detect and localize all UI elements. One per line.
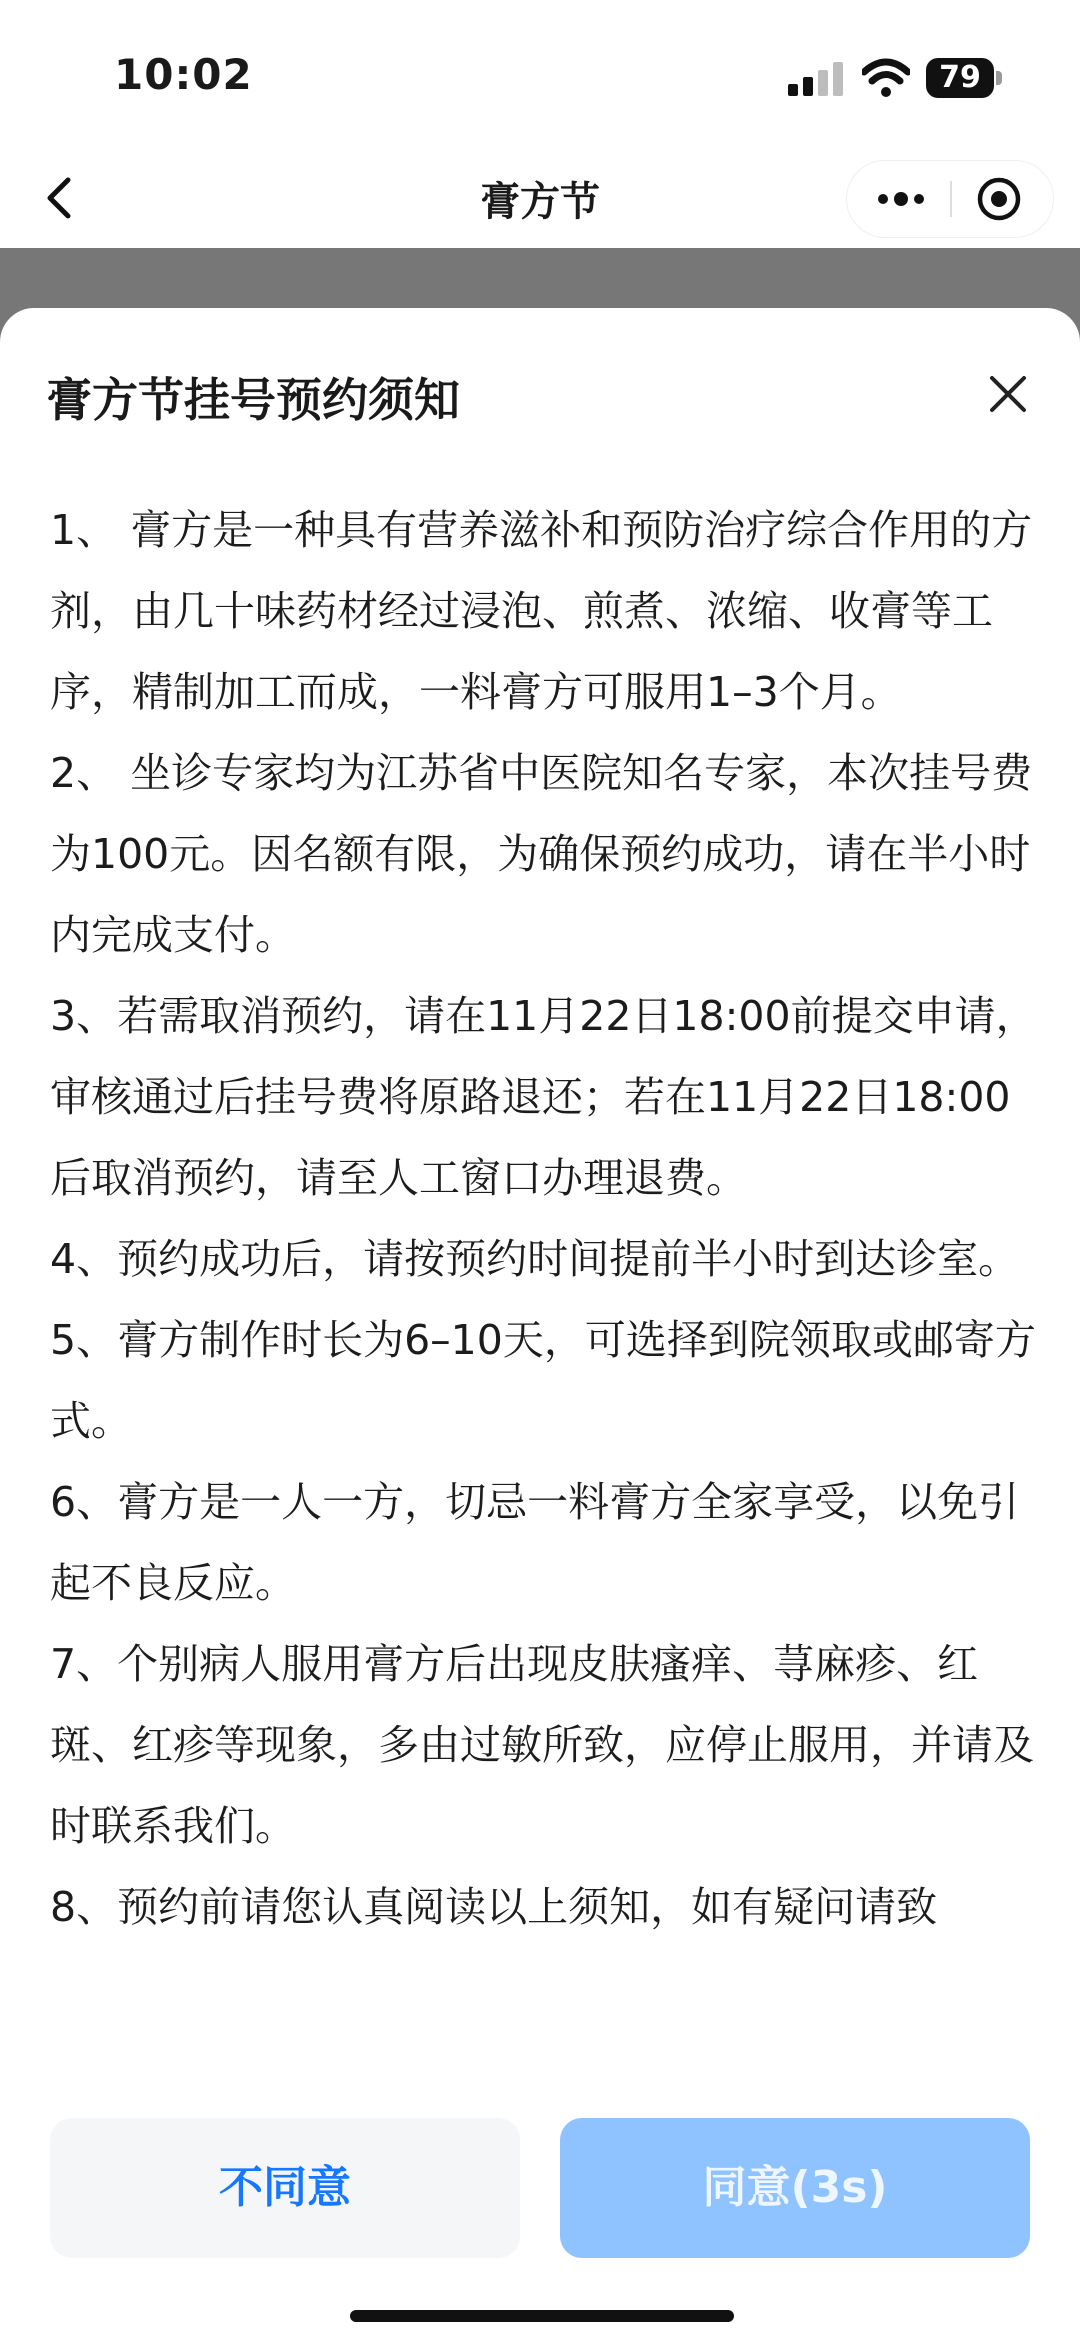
disagree-button[interactable]: 不同意 (50, 2118, 520, 2258)
capsule-divider (950, 181, 952, 217)
battery-icon (926, 58, 1004, 100)
wifi-icon (862, 58, 910, 98)
nav-bar (0, 150, 1080, 250)
home-indicator (350, 2310, 734, 2322)
term-item: 3、若需取消预约，请在11月22日18:00前提交申请，审核通过后挂号费将原路退还；若在11月22日18:00后取消预约，请至人工窗口办理退费。 (50, 992, 1037, 1202)
term-item: 2、 坐诊专家均为江苏省中医院知名专家，本次挂号费为100元。因名额有限，为确保预约成功，请在半小时内完成支付。 (50, 749, 1033, 959)
notice-modal (0, 308, 1080, 2346)
more-icon[interactable] (873, 183, 929, 215)
status-bar (0, 0, 1080, 150)
page-title: 膏方节 (480, 179, 600, 225)
status-time: 10:02 (114, 50, 253, 99)
term-item: 6、膏方是一人一方，切忌一料膏方全家享受，以免引起不良反应。 (50, 1478, 1020, 1607)
term-item: 5、膏方制作时长为6–10天，可选择到院领取或邮寄方式。 (50, 1316, 1036, 1445)
signal-icon (788, 62, 846, 96)
close-icon[interactable] (986, 372, 1030, 416)
mini-program-capsule (846, 160, 1054, 238)
term-item: 8、预约前请您认真阅读以上须知，如有疑问请致 (50, 1883, 938, 1931)
target-icon[interactable] (975, 175, 1023, 223)
term-item: 7、个别病人服用膏方后出现皮肤瘙痒、荨麻疹、红斑、红疹等现象，多由过敏所致，应停止服用，并请及时联系我们。 (50, 1640, 1034, 1850)
term-item: 4、预约成功后，请按预约时间提前半小时到达诊室。 (50, 1235, 1020, 1283)
term-item: 1、 膏方是一种具有营养滋补和预防治疗综合作用的方剂，由几十味药材经过浸泡、煎煮、浓缩、收膏等工序，精制加工而成，一料膏方可服用1–3个月。 (50, 506, 1033, 716)
modal-title: 膏方节挂号预约须知 (46, 373, 460, 427)
battery-level: 79 (926, 58, 994, 98)
agree-button[interactable]: 同意(3s) (560, 2118, 1030, 2258)
terms-content[interactable] (50, 490, 1040, 2090)
